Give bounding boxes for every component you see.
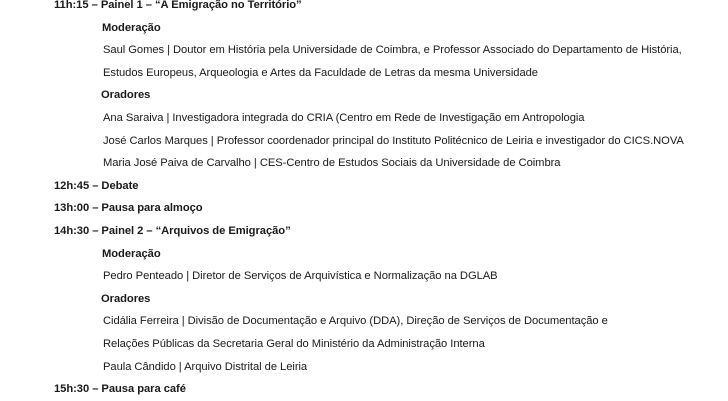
moderator-entry: Pedro Penteado | Diretor de Serviços de Arquivística e Normalização na DGLAB <box>103 270 498 283</box>
role-heading-moderacao: Moderação <box>102 21 161 34</box>
role-heading-oradores: Oradores <box>101 89 151 102</box>
role-heading-oradores: Oradores <box>101 292 151 305</box>
session-debate: 12h:45 – Debate <box>54 179 139 192</box>
speaker-entry: Cidália Ferreira | Divisão de Documentação e Arquivo (DDA), Direção de Serviços de Documentação e <box>103 315 608 328</box>
moderator-entry-continuation: Estudos Europeus, Arqueologia e Artes da Faculdade de Letras da mesma Universidade <box>103 66 538 79</box>
speaker-entry: Paula Cândido | Arquivo Distrital de Leiria <box>103 360 308 373</box>
speaker-entry-continuation: Relações Públicas da Secretaria Geral do Ministério da Administração Interna <box>103 337 485 350</box>
speaker-entry: Ana Saraiva | Investigadora integrada do CRIA (Centro em Rede de Investigação em Antropologia <box>103 111 585 124</box>
session-painel-1-title: 11h:15 – Painel 1 – “A Emigração no Território” <box>54 0 302 11</box>
session-painel-2-title: 14h:30 – Painel 2 – “Arquivos de Emigração” <box>54 224 291 237</box>
role-heading-moderacao: Moderação <box>102 247 161 260</box>
speaker-entry: Maria José Paiva de Carvalho | CES-Centro de Estudos Sociais da Universidade de Coimbra <box>103 157 561 170</box>
session-lunch-break: 13h:00 – Pausa para almoço <box>54 202 203 215</box>
speaker-entry: José Carlos Marques | Professor coordenador principal do Instituto Politécnico de Leiria e investigador do CICS.NOVA <box>103 134 684 147</box>
moderator-entry: Saul Gomes | Doutor em História pela Universidade de Coimbra, e Professor Associado do Departamento de História, <box>103 44 682 57</box>
session-coffee-break: 15h:30 – Pausa para café <box>54 383 186 396</box>
